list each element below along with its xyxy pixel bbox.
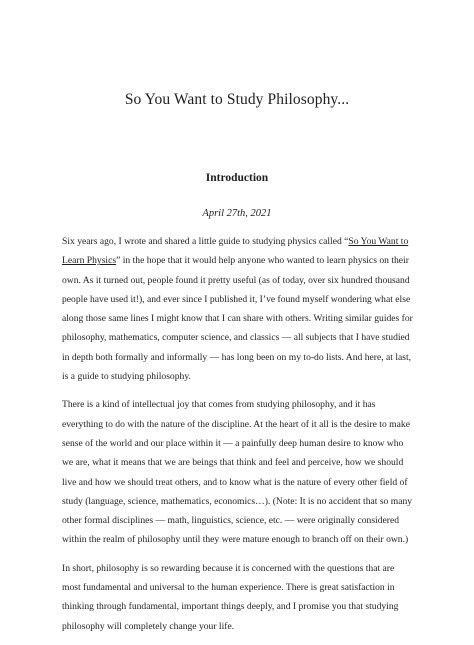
physics-guide-link[interactable]: So You Want to Learn Physics (62, 236, 409, 267)
article-body (62, 232, 414, 645)
section-heading: Introduction (205, 172, 269, 184)
site-title[interactable]: So You Want to Study Philosophy... (124, 91, 350, 108)
paragraph-intro-text-before-link: Six years ago, I wrote and shared a little guide to studying physics called “ (62, 236, 349, 247)
paragraph-intro (62, 232, 414, 386)
paragraph-intellectual-joy: There is a kind of intellectual joy that comes from studying philosophy, and it has everything to do with the nature of the discipline. At the heart of it all is the desire to make sense of the world and our place within it — a painfully deep human desire to know who we are, what it means that we are beings that think and feel and perceive, how we should live and how we should treat others, and to know what is the nature of every other field of study (language, science, mathematics, economics…). (Note: It is no accident that so many other formal disciplines — math, linguistics, science, etc. — were originally considered within the realm of philosophy until they were mature enough to branch off on their own.) (62, 399, 413, 546)
paragraph-in-short: In short, philosophy is so rewarding because it is concerned with the questions that are most fundamental and universal to the human experience. There is great satisfaction in thinking through fundamental, important things deeply, and I promise you that studying philosophy will completely change your life. (62, 562, 399, 632)
paragraph-intro-text-after-link: ” in the hope that it would help anyone who wanted to learn physics on their own. As it turned out, people found it pretty useful (as of today, over six hundred thousand people have used it!), and ever since I published it, I’ve found myself wondering what else along those same lines I might know that I can share with others. Writing similar guides for philosophy, mathematics, computer science, and classics — all subjects that I have studied in depth both formally and informally — has long been on my to-do lists. And here, at last, is a guide to studying philosophy. (62, 255, 413, 383)
post-date: April 27th, 2021 (202, 208, 272, 219)
